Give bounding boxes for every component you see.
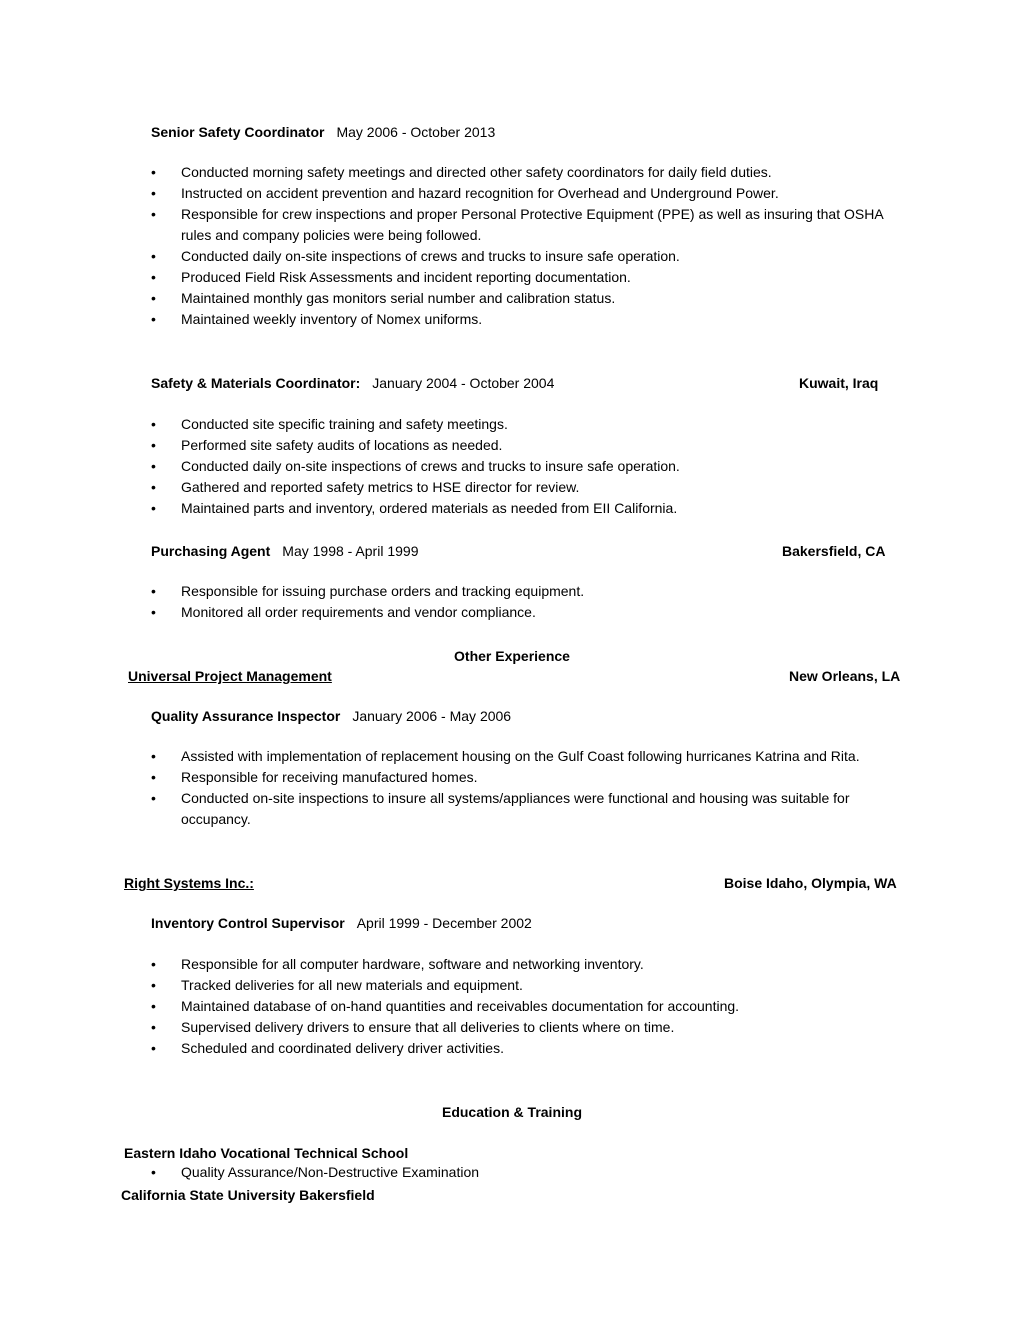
company-location: New Orleans, LA — [789, 668, 901, 684]
job-title: Safety & Materials Coordinator: — [151, 375, 361, 391]
job-header — [151, 914, 532, 932]
job-header — [151, 707, 511, 725]
list-item: • Tracked deliveries for all new materials and equipment. — [151, 975, 881, 996]
job-bullets — [151, 581, 881, 623]
job-dates: January 2004 - October 2004 — [372, 375, 555, 391]
list-item: • Responsible for receiving manufactured homes. — [151, 767, 901, 788]
list-item: • Conducted daily on-site inspections of crews and trucks to insure safe operation. — [151, 456, 881, 477]
list-item: • Responsible for issuing purchase orders and tracking equipment. — [151, 581, 881, 602]
job-dates: April 1999 - December 2002 — [356, 915, 532, 931]
list-item: • Maintained weekly inventory of Nomex uniforms. — [151, 309, 901, 330]
job-header — [151, 542, 418, 560]
job-header — [151, 123, 495, 141]
job-bullets — [151, 162, 901, 330]
school-name: California State University Bakersfield — [121, 1187, 375, 1203]
job-bullets — [151, 414, 881, 519]
list-item: • Maintained database of on-hand quantities and receivables documentation for accounting. — [151, 996, 881, 1017]
list-item: • Responsible for all computer hardware, software and networking inventory. — [151, 954, 881, 975]
job-dates: May 1998 - April 1999 — [282, 543, 419, 559]
list-item: • Conducted site specific training and safety meetings. — [151, 414, 881, 435]
job-location: Kuwait, Iraq — [799, 375, 879, 391]
company-name: Right Systems Inc.: — [124, 875, 254, 891]
job-header — [151, 374, 554, 392]
job-dates: May 2006 - October 2013 — [336, 124, 496, 140]
list-item: • Conducted on-site inspections to insure all systems/appliances were functional and housing was suitable for occupancy. — [151, 788, 901, 830]
list-item: • Quality Assurance/Non-Destructive Examination — [151, 1162, 881, 1183]
job-title: Purchasing Agent — [151, 543, 271, 559]
job-bullets — [151, 954, 881, 1059]
list-item: • Conducted daily on-site inspections of crews and trucks to insure safe operation. — [151, 246, 901, 267]
list-item: • Supervised delivery drivers to ensure that all deliveries to clients where on time. — [151, 1017, 881, 1038]
job-title: Inventory Control Supervisor — [151, 915, 345, 931]
section-heading-education: Education & Training — [441, 1104, 582, 1120]
list-item: • Produced Field Risk Assessments and incident reporting documentation. — [151, 267, 901, 288]
job-dates: January 2006 - May 2006 — [352, 708, 512, 724]
list-item: • Gathered and reported safety metrics to HSE director for review. — [151, 477, 881, 498]
list-item: • Monitored all order requirements and vendor compliance. — [151, 602, 881, 623]
job-location: Bakersfield, CA — [782, 543, 886, 559]
job-title: Quality Assurance Inspector — [151, 708, 341, 724]
job-bullets — [151, 746, 901, 830]
school-bullets — [151, 1162, 881, 1183]
school-name: Eastern Idaho Vocational Technical School — [124, 1145, 409, 1161]
list-item: • Responsible for crew inspections and proper Personal Protective Equipment (PPE) as well as insuring that OSHA rules and company policies were being followed. — [151, 204, 901, 246]
list-item: • Conducted morning safety meetings and directed other safety coordinators for daily field duties. — [151, 162, 901, 183]
list-item: • Performed site safety audits of locations as needed. — [151, 435, 881, 456]
list-item: • Maintained monthly gas monitors serial number and calibration status. — [151, 288, 901, 309]
list-item: • Maintained parts and inventory, ordered materials as needed from EII California. — [151, 498, 881, 519]
company-location: Boise Idaho, Olympia, WA — [724, 875, 897, 891]
job-title: Senior Safety Coordinator — [151, 124, 325, 140]
company-name: Universal Project Management — [128, 668, 332, 684]
list-item: • Scheduled and coordinated delivery driver activities. — [151, 1038, 881, 1059]
list-item: • Assisted with implementation of replacement housing on the Gulf Coast following hurricanes Katrina and Rita. — [151, 746, 901, 767]
list-item: • Instructed on accident prevention and hazard recognition for Overhead and Underground Power. — [151, 183, 901, 204]
section-heading-other-experience: Other Experience — [454, 648, 570, 664]
